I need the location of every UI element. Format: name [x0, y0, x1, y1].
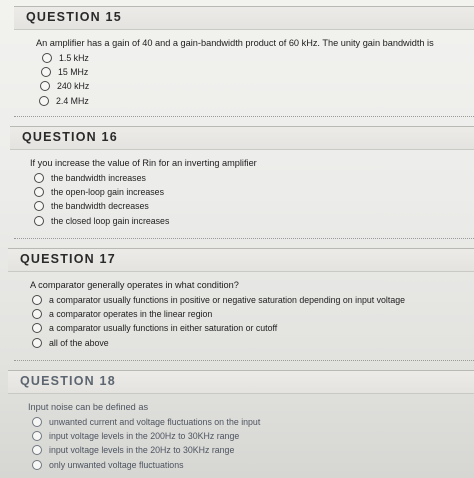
option-label: 240 kHz [57, 81, 90, 92]
question-title: QUESTION 18 [20, 374, 116, 388]
option-label: input voltage levels in the 20Hz to 30KHz range [49, 445, 235, 456]
answer-option[interactable] [32, 443, 474, 457]
divider [14, 116, 474, 117]
question-header [10, 126, 474, 150]
answer-option[interactable] [39, 94, 474, 108]
radio-button[interactable] [34, 187, 44, 197]
question-prompt: If you increase the value of Rin for an inverting amplifier [30, 158, 257, 168]
question-header [8, 370, 474, 394]
question-header [8, 248, 474, 272]
answer-option[interactable] [34, 214, 474, 228]
answer-option[interactable] [34, 171, 474, 185]
radio-button[interactable] [32, 445, 42, 455]
question-prompt: Input noise can be defined as [28, 402, 149, 412]
radio-button[interactable] [32, 338, 42, 348]
answer-option[interactable] [41, 65, 474, 79]
option-label: the bandwidth decreases [51, 201, 149, 212]
radio-button[interactable] [32, 323, 42, 333]
question-header [14, 6, 474, 30]
answer-option[interactable] [34, 185, 474, 199]
question-prompt: An amplifier has a gain of 40 and a gain-bandwidth product of 60 kHz. The unity gain bandwidth is [36, 38, 434, 48]
option-label: the bandwidth increases [51, 173, 146, 184]
answer-option[interactable] [32, 321, 474, 335]
option-label: the closed loop gain increases [51, 215, 170, 226]
option-label: unwanted current and voltage fluctuations on the input [49, 417, 261, 428]
option-label: 2.4 MHz [56, 95, 89, 106]
radio-button[interactable] [34, 173, 44, 183]
question-16 [10, 126, 474, 228]
radio-button[interactable] [40, 81, 50, 91]
answer-option[interactable] [34, 199, 474, 213]
divider [14, 238, 474, 239]
option-label: input voltage levels in the 200Hz to 30KHz range [49, 431, 240, 442]
answer-option[interactable] [32, 415, 474, 429]
option-label: a comparator usually functions in positive or negative saturation depending on input voltage [49, 295, 406, 306]
radio-button[interactable] [32, 417, 42, 427]
option-label: 1.5 kHz [59, 53, 89, 64]
answer-option[interactable] [32, 307, 474, 321]
question-title: QUESTION 17 [20, 252, 116, 266]
option-label: the open-loop gain increases [51, 187, 164, 198]
radio-button[interactable] [32, 309, 42, 319]
option-label: all of the above [49, 337, 109, 348]
question-title: QUESTION 16 [22, 130, 118, 144]
question-17 [8, 248, 474, 350]
radio-button[interactable] [32, 431, 42, 441]
option-label: a comparator operates in the linear region [49, 309, 213, 320]
answer-option[interactable] [32, 458, 474, 472]
option-label: only unwanted voltage fluctuations [49, 459, 184, 470]
option-label: a comparator usually functions in either saturation or cutoff [49, 323, 278, 334]
radio-button[interactable] [32, 295, 42, 305]
divider [14, 360, 474, 361]
radio-button[interactable] [42, 53, 52, 63]
answer-option[interactable] [32, 336, 474, 350]
option-label: 15 MHz [58, 67, 89, 78]
radio-button[interactable] [39, 96, 49, 106]
question-15 [14, 6, 474, 108]
radio-button[interactable] [41, 67, 51, 77]
answer-option[interactable] [32, 293, 474, 307]
answer-option[interactable] [40, 79, 474, 93]
radio-button[interactable] [32, 460, 42, 470]
answer-option[interactable] [32, 429, 474, 443]
radio-button[interactable] [34, 201, 44, 211]
question-prompt: A comparator generally operates in what condition? [30, 280, 239, 290]
answer-option[interactable] [42, 51, 474, 65]
question-title: QUESTION 15 [26, 10, 122, 24]
radio-button[interactable] [34, 216, 44, 226]
question-18 [8, 370, 474, 472]
